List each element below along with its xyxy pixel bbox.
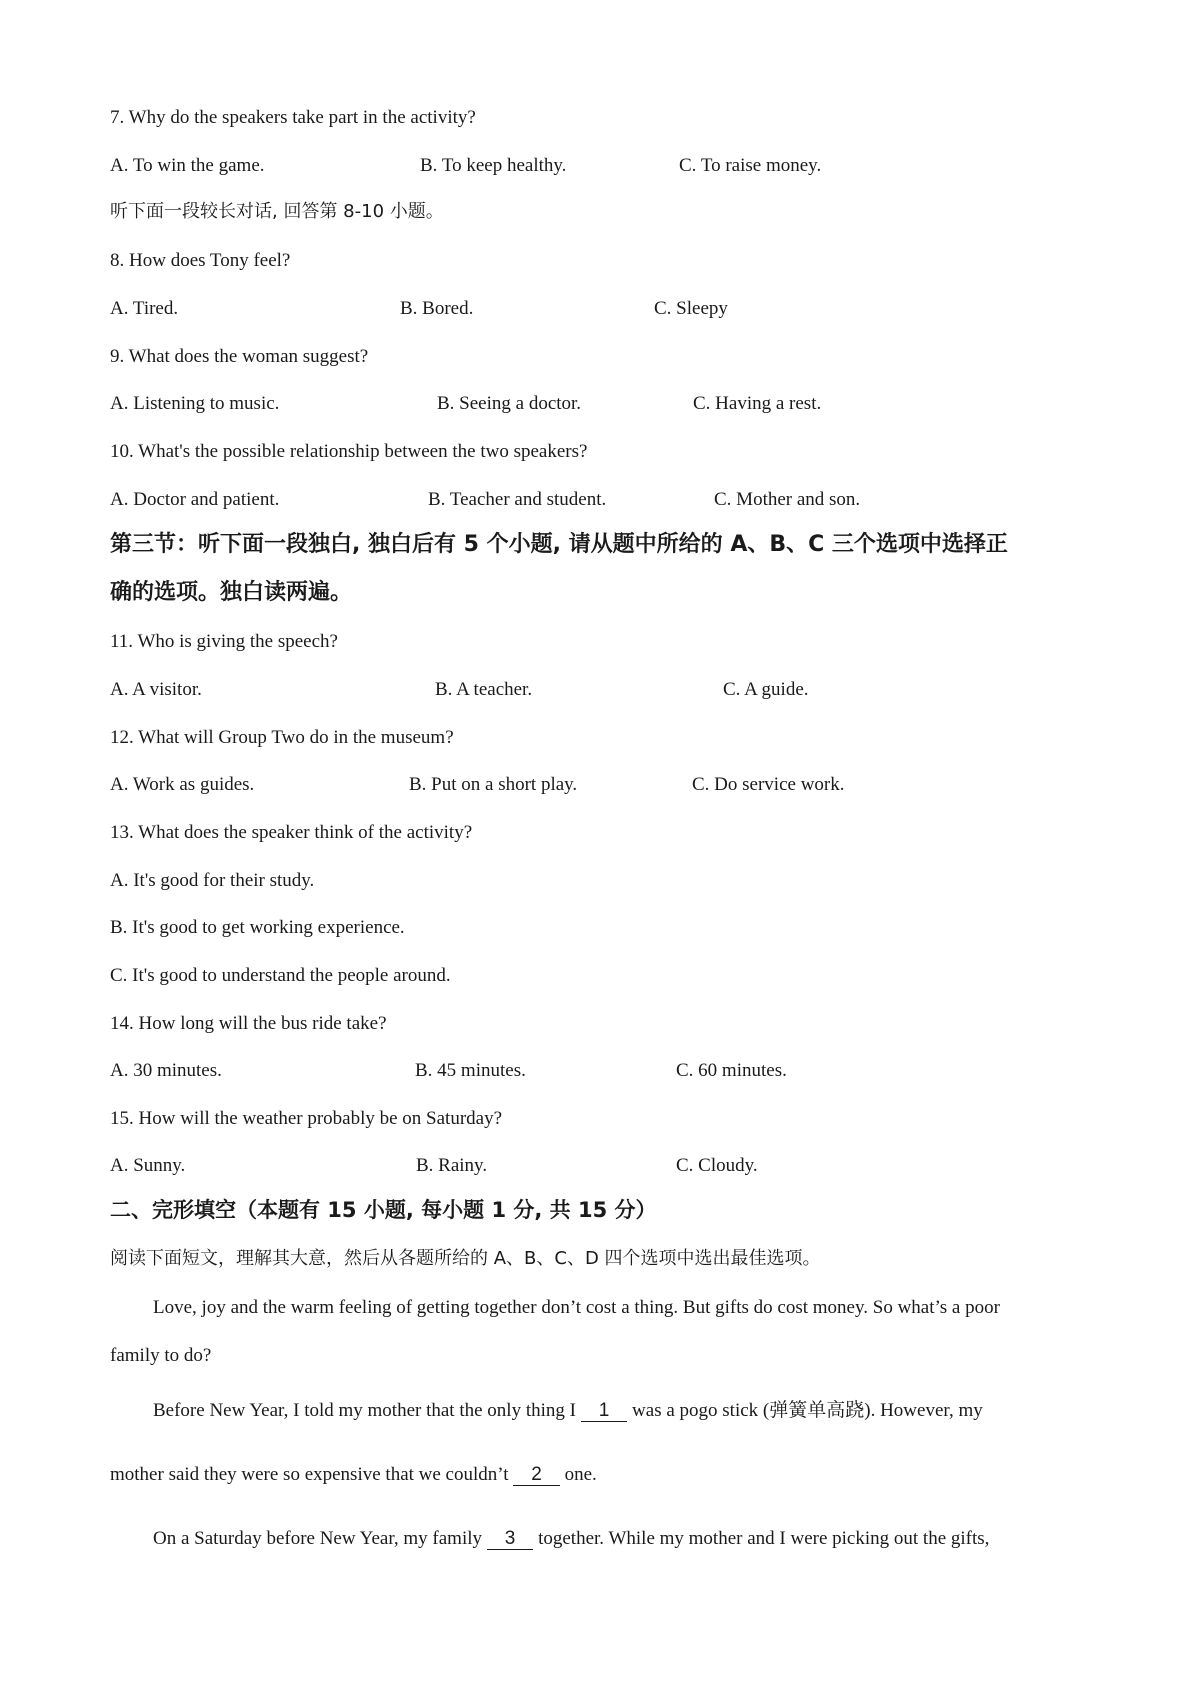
q7-option-a: A. To win the game. <box>110 155 265 176</box>
q7-option-b: B. To keep healthy. <box>420 155 567 176</box>
passage-text: was a pogo stick (弹簧单高跷). However, my <box>632 1400 983 1421</box>
passage-text: together. While my mother and I were picking out the gifts, <box>538 1528 990 1549</box>
section-3-heading-line2: 确的选项。独白读两遍。 <box>110 580 353 605</box>
q7-option-c: C. To raise money. <box>679 155 822 176</box>
passage-p2-line1 <box>153 1401 983 1422</box>
section-3-heading-line1: 第三节：听下面一段独白, 独白后有 5 个小题, 请从题中所给的 A、B、C 三个选项中选择正 <box>110 532 1008 557</box>
question-15: 15. How will the weather probably be on Saturday? <box>110 1108 503 1129</box>
q9-option-a: A. Listening to music. <box>110 393 280 414</box>
q15-option-b: B. Rainy. <box>416 1155 488 1176</box>
blank-1[interactable]: 1 <box>581 1401 628 1422</box>
passage-text: mother said they were so expensive that we couldn’t <box>110 1464 509 1485</box>
q8-option-b: B. Bored. <box>400 298 474 319</box>
q14-option-b: B. 45 minutes. <box>415 1060 526 1081</box>
q13-option-b: B. It's good to get working experience. <box>110 917 405 938</box>
q13-option-c: C. It's good to understand the people around. <box>110 965 451 986</box>
q13-option-a: A. It's good for their study. <box>110 870 315 891</box>
blank-2[interactable]: 2 <box>513 1465 560 1486</box>
q12-option-a: A. Work as guides. <box>110 774 255 795</box>
q8-option-c: C. Sleepy <box>654 298 728 319</box>
q11-option-b: B. A teacher. <box>435 679 533 700</box>
q9-option-b: B. Seeing a doctor. <box>437 393 582 414</box>
question-7: 7. Why do the speakers take part in the activity? <box>110 107 476 128</box>
passage-text: one. <box>564 1464 597 1485</box>
part-2-heading: 二、完形填空（本题有 15 小题, 每小题 1 分, 共 15 分） <box>110 1198 657 1222</box>
question-13: 13. What does the speaker think of the activity? <box>110 822 473 843</box>
question-10: 10. What's the possible relationship between the two speakers? <box>110 441 588 462</box>
passage-text: Before New Year, I told my mother that the only thing I <box>153 1400 576 1421</box>
question-12: 12. What will Group Two do in the museum? <box>110 727 454 748</box>
q12-option-b: B. Put on a short play. <box>409 774 578 795</box>
q10-option-a: A. Doctor and patient. <box>110 489 280 510</box>
q10-option-b: B. Teacher and student. <box>428 489 607 510</box>
question-14: 14. How long will the bus ride take? <box>110 1013 387 1034</box>
q12-option-c: C. Do service work. <box>692 774 845 795</box>
question-11: 11. Who is giving the speech? <box>110 631 338 652</box>
q9-option-c: C. Having a rest. <box>693 393 822 414</box>
instruction-8-10: 听下面一段较长对话, 回答第 8-10 小题。 <box>110 201 444 222</box>
passage-text: On a Saturday before New Year, my family <box>153 1528 483 1549</box>
q10-option-c: C. Mother and son. <box>714 489 861 510</box>
passage-p1-line2: family to do? <box>110 1345 212 1366</box>
passage-p2-line2 <box>110 1465 597 1486</box>
question-8: 8. How does Tony feel? <box>110 250 291 271</box>
q15-option-a: A. Sunny. <box>110 1155 186 1176</box>
passage-p1-line1: Love, joy and the warm feeling of getting together don’t cost a thing. But gifts do cost money. So what’s a poor <box>153 1297 1000 1318</box>
q11-option-a: A. A visitor. <box>110 679 202 700</box>
question-9: 9. What does the woman suggest? <box>110 346 369 367</box>
q15-option-c: C. Cloudy. <box>676 1155 758 1176</box>
q8-option-a: A. Tired. <box>110 298 179 319</box>
q11-option-c: C. A guide. <box>723 679 809 700</box>
q14-option-a: A. 30 minutes. <box>110 1060 222 1081</box>
part-2-instruction: 阅读下面短文，理解其大意，然后从各题所给的 A、B、C、D 四个选项中选出最佳选项。 <box>110 1248 821 1269</box>
passage-p3-line1 <box>153 1529 989 1550</box>
q14-option-c: C. 60 minutes. <box>676 1060 787 1081</box>
blank-3[interactable]: 3 <box>487 1529 534 1550</box>
